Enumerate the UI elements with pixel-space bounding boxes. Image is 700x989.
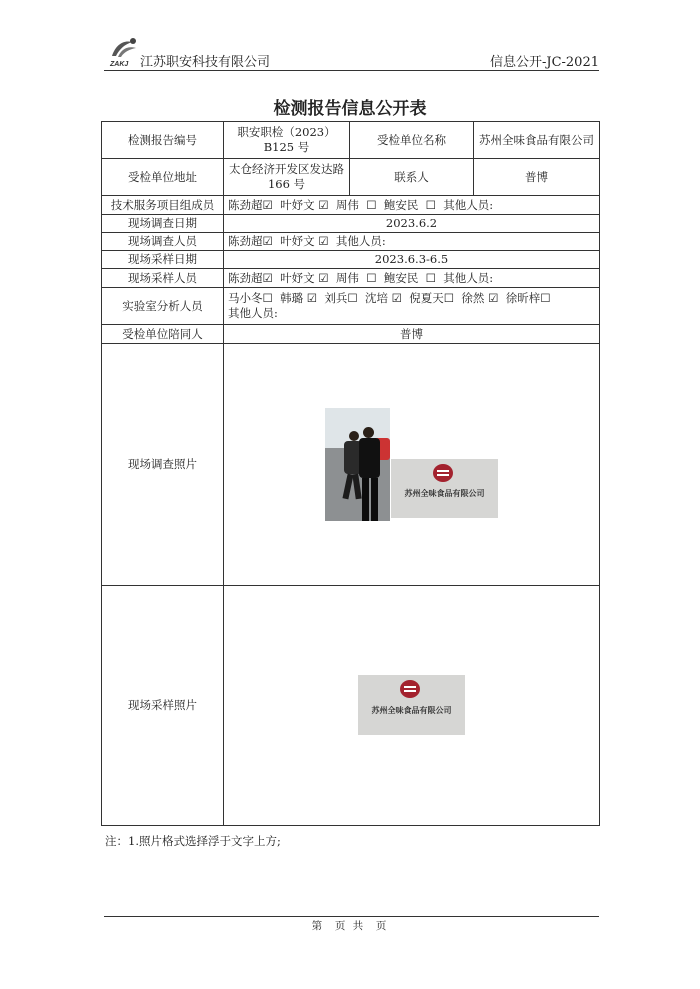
client-name-label: 受检单位名称	[350, 122, 474, 159]
survey-sign-text: 苏州全味食品有限公司	[404, 489, 485, 498]
report-no-value: 职安职检（2023）B125 号	[224, 122, 350, 159]
survey-photo-sign	[391, 459, 498, 518]
team-label: 技术服务项目组成员	[102, 196, 224, 215]
footnote: 注：1.照片格式选择浮于文字上方;	[105, 834, 281, 848]
table-row	[102, 215, 600, 233]
table-row	[102, 159, 600, 196]
survey-staff-value: 陈劲超☑ 叶妤文 ☑ 其他人员:	[224, 233, 600, 251]
table-row	[102, 586, 600, 826]
lab-staff-value	[224, 288, 600, 325]
sampling-staff-value: 陈劲超☑ 叶妤文 ☑ 周伟 ☐ 鲍安民 ☐ 其他人员:	[224, 269, 600, 288]
survey-date-value: 2023.6.2	[224, 215, 600, 233]
sampling-staff-label: 现场采样人员	[102, 269, 224, 288]
sampling-photo-cell	[224, 586, 600, 826]
survey-photo-cell	[224, 344, 600, 586]
table-row	[102, 288, 600, 325]
escort-label: 受检单位陪同人	[102, 325, 224, 344]
survey-photo-people	[325, 408, 390, 521]
table-row	[102, 325, 600, 344]
sampling-date-value: 2023.6.3-6.5	[224, 251, 600, 269]
escort-value: 普博	[224, 325, 600, 344]
client-name-value: 苏州全味食品有限公司	[474, 122, 600, 159]
page-title: 检测报告信息公开表	[273, 99, 427, 119]
client-address-label: 受检单位地址	[102, 159, 224, 196]
client-address-value: 太仓经济开发区发达路 166 号	[224, 159, 350, 196]
team-value: 陈劲超☑ 叶妤文 ☑ 周伟 ☐ 鲍安民 ☐ 其他人员:	[224, 196, 600, 215]
lab-staff-line-1: 马小冬☐ 韩璐 ☑ 刘兵☐ 沈培 ☑ 倪夏天☐ 徐然 ☑ 徐昕梓☐	[228, 291, 551, 305]
report-no-label: 检测报告编号	[102, 122, 224, 159]
sampling-photo-sign	[358, 675, 465, 735]
document-number: 信息公开-JC-2021	[489, 55, 599, 70]
lab-staff-line-2: 其他人员:	[228, 306, 278, 320]
page-footer: 第 页 共 页	[311, 920, 389, 932]
table-row	[102, 196, 600, 215]
lab-staff-label: 实验室分析人员	[102, 288, 224, 325]
company-logo	[106, 36, 140, 68]
page-header	[104, 36, 599, 71]
table-row	[102, 251, 600, 269]
survey-date-label: 现场调查日期	[102, 215, 224, 233]
table-row	[102, 269, 600, 288]
company-name: 江苏职安科技有限公司	[140, 55, 271, 70]
report-info-table	[101, 121, 600, 826]
svg-text:ZAKJ: ZAKJ	[110, 61, 129, 68]
table-row	[102, 233, 600, 251]
sampling-date-label: 现场采样日期	[102, 251, 224, 269]
sampling-sign-text: 苏州全味食品有限公司	[371, 706, 452, 715]
contact-label: 联系人	[350, 159, 474, 196]
footer-divider	[104, 916, 599, 917]
table-row	[102, 122, 600, 159]
survey-staff-label: 现场调查人员	[102, 233, 224, 251]
contact-value: 普博	[474, 159, 600, 196]
sampling-photo-label: 现场采样照片	[102, 586, 224, 826]
survey-photo-label: 现场调查照片	[102, 344, 224, 586]
table-row	[102, 344, 600, 586]
